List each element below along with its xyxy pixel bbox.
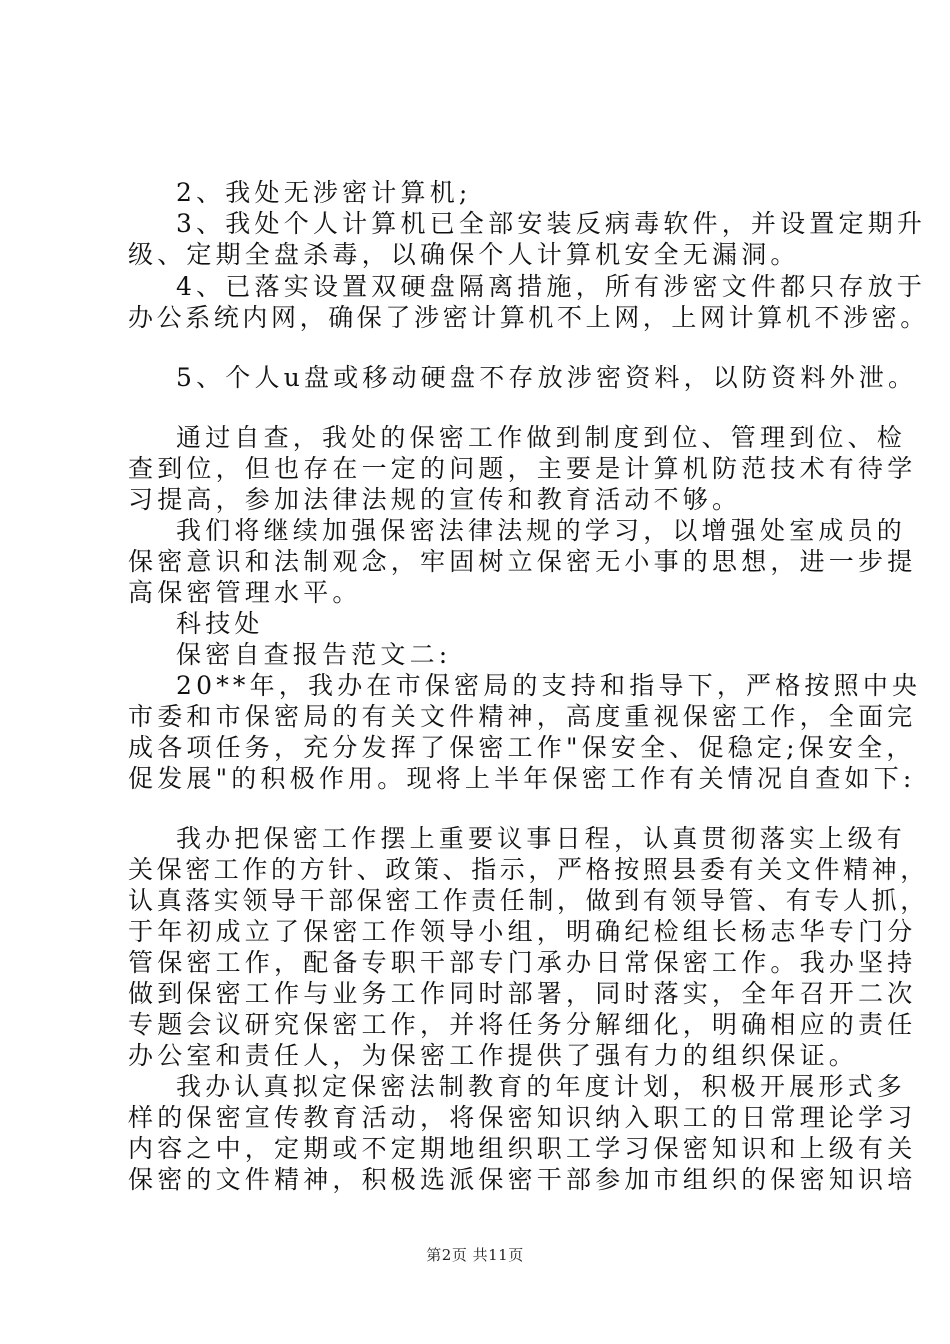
text-line: 成各项任务，充分发挥了保密工作"保安全、促稳定;保安全，	[128, 733, 916, 762]
text-line: 关保密工作的方针、政策、指示，严格按照县委有关文件精神，	[128, 855, 929, 884]
text-line: 3、我处个人计算机已全部安装反病毒软件，并设置定期升	[176, 209, 927, 238]
text-line: 科技处	[176, 609, 264, 638]
text-line: 5、个人u盘或移动硬盘不存放涉密资料，以防资料外泄。	[176, 363, 918, 392]
text-line: 保密自查报告范文二:	[176, 640, 452, 669]
text-line: 办公系统内网，确保了涉密计算机不上网，上网计算机不涉密。	[128, 303, 929, 332]
text-line: 专题会议研究保密工作，并将任务分解细化，明确相应的责任	[128, 1010, 917, 1039]
text-line: 查到位，但也存在一定的问题，主要是计算机防范技术有待学	[128, 454, 917, 483]
text-line: 高保密管理水平。	[128, 578, 362, 607]
text-line: 内容之中，定期或不定期地组织职工学习保密知识和上级有关	[128, 1134, 917, 1163]
text-line: 管保密工作，配备专职干部专门承办日常保密工作。我办坚持	[128, 948, 917, 977]
text-line: 级、定期全盘杀毒，以确保个人计算机安全无漏洞。	[128, 240, 800, 269]
text-line: 市委和市保密局的有关文件精神，高度重视保密工作，全面完	[128, 702, 917, 731]
text-line: 做到保密工作与业务工作同时部署，同时落实，全年召开二次	[128, 979, 917, 1008]
text-line: 我办把保密工作摆上重要议事日程，认真贯彻落实上级有	[176, 824, 907, 853]
text-line: 20**年，我办在市保密局的支持和指导下，严格按照中央	[176, 671, 922, 700]
text-line: 2、我处无涉密计算机;	[176, 178, 472, 207]
text-line: 促发展"的积极作用。现将上半年保密工作有关情况自查如下:	[128, 764, 916, 793]
text-line: 4、已落实设置双硬盘隔离措施，所有涉密文件都只存放于	[176, 272, 927, 301]
text-line: 我们将继续加强保密法律法规的学习，以增强处室成员的	[176, 516, 907, 545]
text-line: 我办认真拟定保密法制教育的年度计划，积极开展形式多	[176, 1072, 907, 1101]
text-line: 保密的文件精神，积极选派保密干部参加市组织的保密知识培	[128, 1165, 917, 1194]
text-line: 习提高，参加法律法规的宣传和教育活动不够。	[128, 485, 742, 514]
text-line: 保密意识和法制观念，牢固树立保密无小事的思想，进一步提	[128, 547, 917, 576]
text-line: 认真落实领导干部保密工作责任制，做到有领导管、有专人抓，	[128, 886, 929, 915]
text-line: 通过自查，我处的保密工作做到制度到位、管理到位、检	[176, 423, 907, 452]
text-line: 办公室和责任人，为保密工作提供了强有力的组织保证。	[128, 1041, 859, 1070]
text-line: 于年初成立了保密工作领导小组，明确纪检组长杨志华专门分	[128, 917, 917, 946]
text-line: 样的保密宣传教育活动，将保密知识纳入职工的日常理论学习	[128, 1103, 917, 1132]
page-footer: 第2页 共11页	[426, 1246, 524, 1264]
